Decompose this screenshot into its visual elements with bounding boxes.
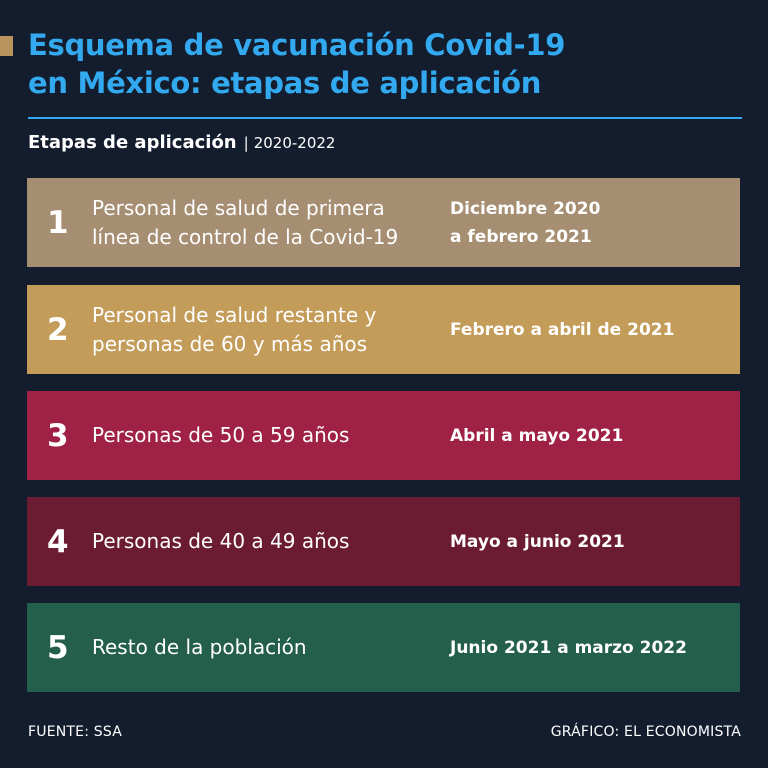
stage-population-line-1: Personal de salud restante y <box>92 302 377 327</box>
stage-number: 5 <box>47 629 69 666</box>
stage-period-line-1: Diciembre 2020 <box>450 198 601 219</box>
stage-number: 3 <box>47 417 69 454</box>
graphic-credit: GRÁFICO: EL ECONOMISTA <box>550 724 741 740</box>
stage-period <box>450 422 740 450</box>
stage-number: 2 <box>47 311 69 348</box>
stage-population <box>92 421 450 450</box>
title-line-2: en México: etapas de aplicación <box>28 66 542 100</box>
page-title <box>28 26 748 102</box>
stage-period-line-2: a febrero 2021 <box>450 226 592 247</box>
stage-row-5 <box>27 603 740 692</box>
stage-row-4 <box>27 497 740 586</box>
stage-population-line-1: Resto de la población <box>92 635 307 659</box>
stage-population-line-2: línea de control de la Covid-19 <box>92 224 399 249</box>
stage-population-line-1: Personal de salud de primera <box>92 195 385 220</box>
stage-population-line-1: Personas de 50 a 59 años <box>92 423 350 447</box>
stage-period <box>450 195 740 251</box>
subtitle <box>28 131 335 155</box>
subtitle-separator: | <box>243 134 249 152</box>
stage-number: 4 <box>47 523 69 560</box>
stage-population-line-1: Personas de 40 a 49 años <box>92 529 350 553</box>
stage-number: 1 <box>47 204 69 241</box>
stage-period <box>450 634 740 662</box>
stage-period <box>450 316 740 344</box>
stage-population-line-2: personas de 60 y más años <box>92 331 368 356</box>
stage-population <box>92 527 450 556</box>
stage-period <box>450 528 740 556</box>
stage-row-1 <box>27 178 740 267</box>
stage-period-line-1: Febrero a abril de 2021 <box>450 319 675 340</box>
title-line-1: Esquema de vacunación Covid-19 <box>28 28 566 62</box>
stage-row-2 <box>27 285 740 374</box>
title-accent-bar <box>0 36 13 56</box>
stage-period-line-1: Junio 2021 a marzo 2022 <box>450 637 687 658</box>
source-credit: FUENTE: SSA <box>28 724 122 740</box>
stage-row-3 <box>27 391 740 480</box>
stage-population <box>92 194 450 252</box>
stage-population <box>92 633 450 662</box>
title-divider <box>28 117 742 119</box>
subtitle-years: 2020-2022 <box>253 134 336 152</box>
stage-period-line-1: Abril a mayo 2021 <box>450 425 624 446</box>
stage-population <box>92 301 450 359</box>
stage-period-line-1: Mayo a junio 2021 <box>450 531 625 552</box>
subtitle-label: Etapas de aplicación <box>28 132 237 153</box>
